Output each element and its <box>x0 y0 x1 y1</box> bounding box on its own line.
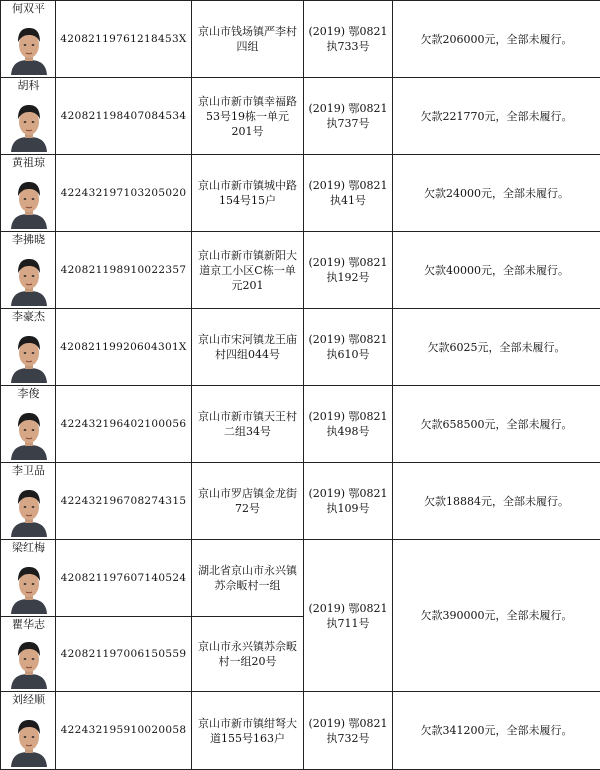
debt-status: 欠款40000元，全部未履行。 <box>393 232 600 309</box>
photo-cell <box>1 386 56 463</box>
photo-cell <box>1 155 56 232</box>
id-number: 422432195910020058 <box>56 692 192 770</box>
address: 京山市罗店镇金龙街72号 <box>192 463 304 540</box>
debt-status: 欠款658500元，全部未履行。 <box>393 386 600 463</box>
photo-cell <box>1 617 56 692</box>
person-photo <box>9 715 49 767</box>
address: 京山市钱场镇严李村四组 <box>192 1 304 78</box>
case-number: (2019) 鄂0821执737号 <box>304 78 393 155</box>
table-body <box>1 1 600 770</box>
address: 京山市新市镇幸福路53号19栋一单元201号 <box>192 78 304 155</box>
person-photo <box>9 331 49 383</box>
case-number: (2019) 鄂0821执711号 <box>304 540 393 692</box>
person-photo <box>9 177 49 229</box>
table-row <box>1 463 600 540</box>
table-row <box>1 386 600 463</box>
table-row <box>1 1 600 78</box>
table-row <box>1 309 600 386</box>
case-number: (2019) 鄂0821执610号 <box>304 309 393 386</box>
table-row <box>1 155 600 232</box>
person-photo <box>9 100 49 152</box>
debt-status: 欠款390000元，全部未履行。 <box>393 540 600 692</box>
debt-status: 欠款6025元，全部未履行。 <box>393 309 600 386</box>
photo-cell <box>1 1 56 78</box>
person-name: 胡科 <box>1 79 56 93</box>
case-number: (2019) 鄂0821执733号 <box>304 1 393 78</box>
address: 京山市新市镇城中路154号15户 <box>192 155 304 232</box>
case-number: (2019) 鄂0821执109号 <box>304 463 393 540</box>
case-number: (2019) 鄂0821执498号 <box>304 386 393 463</box>
address: 湖北省京山市永兴镇苏佘畈村一组 <box>192 540 304 617</box>
id-number: 420821197607140524 <box>56 540 192 617</box>
person-photo <box>9 23 49 75</box>
person-name: 梁红梅 <box>1 541 56 555</box>
address: 京山市永兴镇苏佘畈村一组20号 <box>192 617 304 692</box>
person-photo <box>9 637 49 689</box>
photo-cell <box>1 692 56 770</box>
debt-status: 欠款24000元，全部未履行。 <box>393 155 600 232</box>
person-name: 何双平 <box>1 2 56 16</box>
photo-cell <box>1 78 56 155</box>
debt-status: 欠款206000元，全部未履行。 <box>393 1 600 78</box>
photo-cell <box>1 232 56 309</box>
id-number: 42082119761218453X <box>56 1 192 78</box>
person-name: 瞿华志 <box>1 618 56 632</box>
id-number: 42082119920604301X <box>56 309 192 386</box>
person-photo <box>9 408 49 460</box>
person-name: 刘经顺 <box>1 693 56 707</box>
person-photo <box>9 562 49 614</box>
table-row <box>1 540 600 617</box>
id-number: 422432196708274315 <box>56 463 192 540</box>
id-number: 420821197006150559 <box>56 617 192 692</box>
photo-cell <box>1 463 56 540</box>
address: 京山市新市镇天王村二组34号 <box>192 386 304 463</box>
person-name: 李俊 <box>1 387 56 401</box>
debt-status: 欠款18884元，全部未履行。 <box>393 463 600 540</box>
table-row <box>1 692 600 770</box>
case-number: (2019) 鄂0821执192号 <box>304 232 393 309</box>
debt-status: 欠款221770元，全部未履行。 <box>393 78 600 155</box>
id-number: 420821198407084534 <box>56 78 192 155</box>
id-number: 422432197103205020 <box>56 155 192 232</box>
person-name: 黄祖琼 <box>1 156 56 170</box>
person-photo <box>9 485 49 537</box>
table-row <box>1 78 600 155</box>
photo-cell <box>1 540 56 617</box>
address: 京山市新市镇绀弩大道155号163户 <box>192 692 304 770</box>
id-number: 420821198910022357 <box>56 232 192 309</box>
table-row <box>1 232 600 309</box>
photo-cell <box>1 309 56 386</box>
id-number: 422432196402100056 <box>56 386 192 463</box>
address: 京山市宋河镇龙王庙村四组044号 <box>192 309 304 386</box>
address: 京山市新市镇新阳大道京工小区C栋一单元201 <box>192 232 304 309</box>
person-name: 李卫品 <box>1 464 56 478</box>
person-photo <box>9 254 49 306</box>
case-number: (2019) 鄂0821执732号 <box>304 692 393 770</box>
person-name: 李豪杰 <box>1 310 56 324</box>
case-number: (2019) 鄂0821执41号 <box>304 155 393 232</box>
person-name: 李拂晓 <box>1 233 56 247</box>
debt-status: 欠款341200元，全部未履行。 <box>393 692 600 770</box>
